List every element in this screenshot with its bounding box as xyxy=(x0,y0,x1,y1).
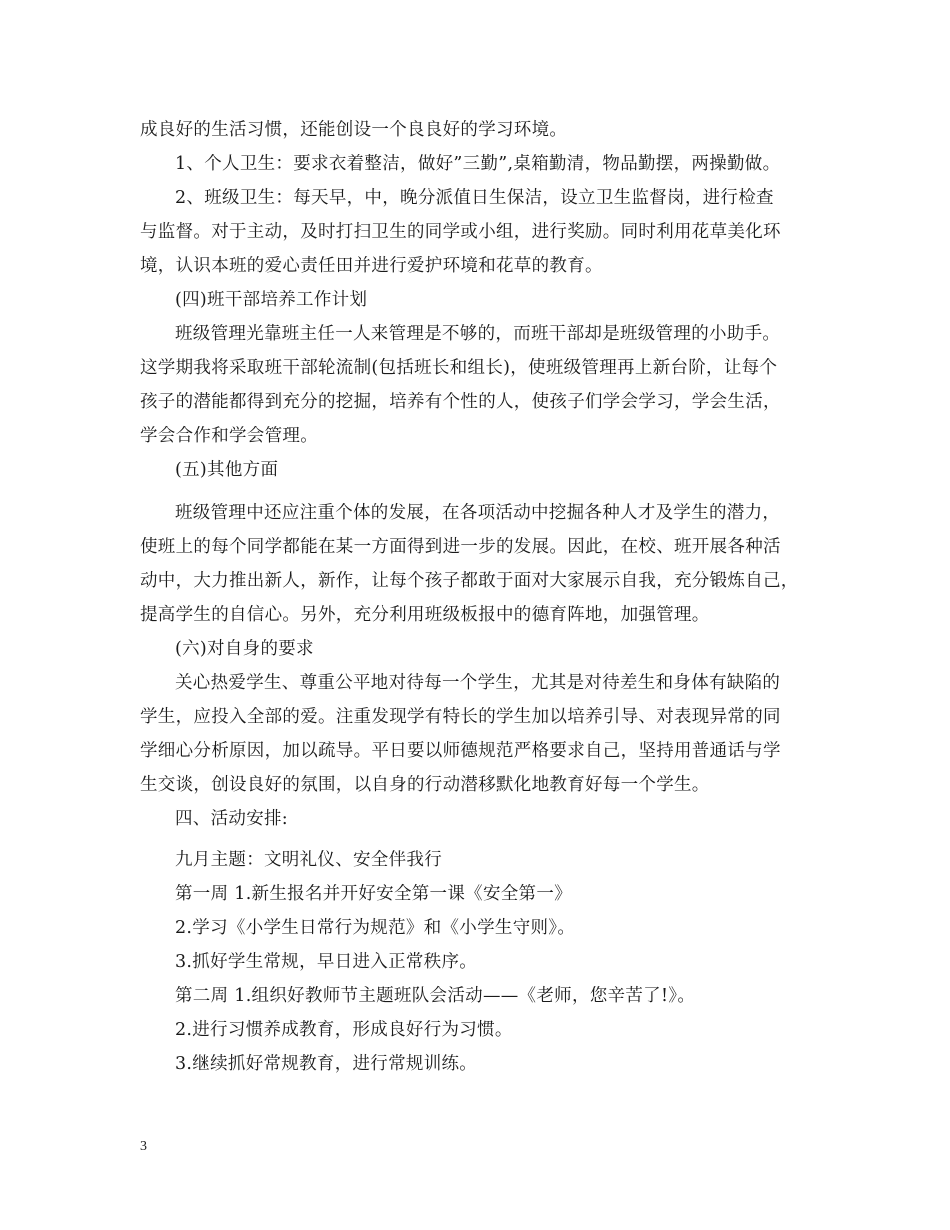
section-heading: (六)对自身的要求 xyxy=(175,639,314,659)
paragraph-line: 学细心分析原因，加以疏导。平日要以师德规范严格要求自己，坚持用普通话与学 xyxy=(140,741,781,761)
paragraph-line: 1、个人卫生：要求衣着整洁，做好”三勤”,桌箱勤清，物品勤摆，两操勤做。 xyxy=(175,154,781,174)
paragraph-line: 3.继续抓好常规教育，进行常规训练。 xyxy=(175,1054,478,1074)
paragraph-line: 提高学生的自信心。另外，充分利用班级板报中的德育阵地，加强管理。 xyxy=(140,605,710,625)
paragraph-line: 成良好的生活习惯，还能创设一个良良好的学习环境。 xyxy=(140,120,568,140)
paragraph-line: 孩子的潜能都得到充分的挖掘，培养有个性的人，使孩子们学会学习，学会生活， xyxy=(140,392,781,412)
section-heading: (五)其他方面 xyxy=(175,460,279,480)
paragraph-line: 2.学习《小学生日常行为规范》和《小学生守则》。 xyxy=(175,918,576,938)
paragraph-line: 2、班级卫生：每天早，中，晚分派值日生保洁，设立卫生监督岗，进行检查 xyxy=(175,188,774,208)
section-heading: 四、活动安排: xyxy=(175,809,288,829)
paragraph-line: 2.进行习惯养成教育，形成良好行为习惯。 xyxy=(175,1020,513,1040)
paragraph-line: 第一周 1.新生报名并开好安全第一课《安全第一》 xyxy=(175,884,572,904)
paragraph-line: 使班上的每个同学都能在某一方面得到进一步的发展。因此，在校、班开展各种活 xyxy=(140,537,781,557)
paragraph-line: 学生，应投入全部的爱。注重发现学有特长的学生加以培养引导、对表现异常的同 xyxy=(140,707,781,727)
paragraph-line: 生交谈，创设良好的氛围，以自身的行动潜移默化地教育好每一个学生。 xyxy=(140,775,710,795)
paragraph-line: 班级管理光靠班主任一人来管理是不够的，而班干部却是班级管理的小助手。 xyxy=(175,324,781,344)
paragraph-line: 这学期我将采取班干部轮流制(包括班长和组长)，使班级管理再上新台阶，让每个 xyxy=(140,358,778,378)
paragraph-line: 动中，大力推出新人，新作，让每个孩子都敢于面对大家展示自我，充分锻炼自己， xyxy=(140,571,799,591)
paragraph-line: 九月主题：文明礼仪、安全伴我行 xyxy=(175,850,442,870)
paragraph-line: 学会合作和学会管理。 xyxy=(140,426,318,446)
paragraph-line: 关心热爱学生、尊重公平地对待每一个学生，尤其是对待差生和身体有缺陷的 xyxy=(175,673,781,693)
paragraph-line: 第二周 1.组织好教师节主题班队会活动——《老师，您辛苦了!》。 xyxy=(175,986,696,1006)
section-heading: (四)班干部培养工作计划 xyxy=(175,290,368,310)
page-number: 3 xyxy=(140,1139,147,1154)
paragraph-line: 3.抓好学生常规，早日进入正常秩序。 xyxy=(175,952,478,972)
paragraph-line: 与监督。对于主动，及时打扫卫生的同学或小组，进行奖励。同时利用花草美化环 xyxy=(140,222,781,242)
paragraph-line: 境，认识本班的爱心责任田并进行爱护环境和花草的教育。 xyxy=(140,256,603,276)
paragraph-line: 班级管理中还应注重个体的发展，在各项活动中挖掘各种人才及学生的潜力， xyxy=(175,503,781,523)
